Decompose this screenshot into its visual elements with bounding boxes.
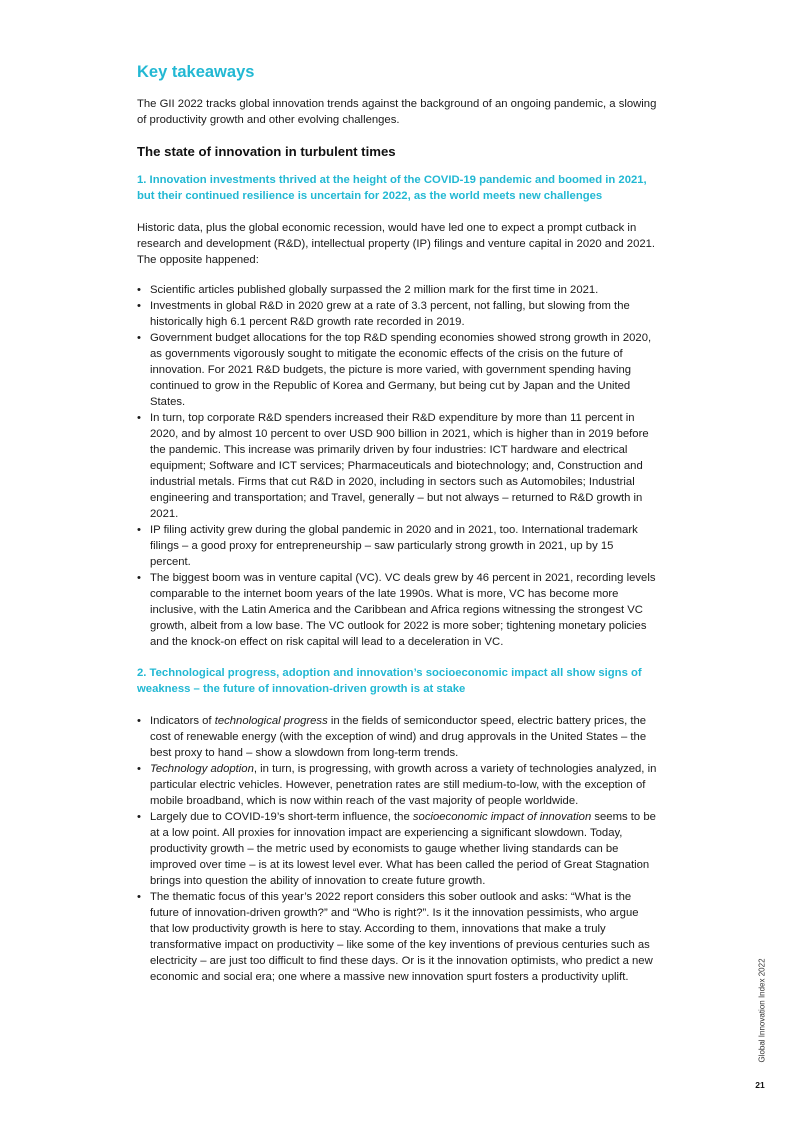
- page-title: Key takeaways: [137, 63, 255, 81]
- bullet-emphasis: technological progress: [214, 715, 328, 727]
- bullet-text: Indicators of: [150, 715, 215, 727]
- bullet-scientific-articles: • Scientific articles published globally surpassed the 2 million mark for the first time in 2021.: [137, 282, 657, 298]
- bullet-text: Largely due to COVID-19’s short-term influence, the: [150, 811, 413, 823]
- bullet-global-rd: • Investments in global R&D in 2020 grew at a rate of 3.3 percent, not falling, but slowing from the historically high 6.1 percent R&D growth rate recorded in 2019.: [137, 298, 657, 330]
- page-content: [137, 63, 657, 1000]
- running-header: [755, 950, 769, 1070]
- bullet-emphasis: socioeconomic impact of innovation: [412, 811, 592, 823]
- point-1-lead: Historic data, plus the global economic recession, would have led one to expect a prompt cutback in research and development (R&D), intellectual property (IP) filings and venture capital in 2020 and 2021. The opposite happened:: [137, 222, 656, 266]
- bullet-technology-adoption: [137, 761, 657, 809]
- bullet-government-budget: • Government budget allocations for the top R&D spending economies showed strong growth in 2020, as governments vigorously sought to mitigate the economic effects of the crisis on the future of innovation. For 2021 R&D budgets, the picture is more varied, with government spending having continued to grow in the Republic of Korea and Germany, but being cut by Japan and the United States.: [137, 330, 657, 410]
- section-heading: The state of innovation in turbulent times: [137, 144, 396, 159]
- bullet-socioeconomic-impact: [137, 809, 657, 889]
- point-2-heading: 2. Technological progress, adoption and innovation’s socioeconomic impact all show signs of weakness – the future of innovation-driven growth is at stake: [137, 667, 642, 695]
- bullet-text: , in turn, is progressing, with growth across a variety of technologies analyzed, in particular electric vehicles. However, penetration rates are still medium-to-low, with the exception of mobile broadband, which is now within reach of the vast majority of people worldwide.: [150, 763, 657, 807]
- bullet-venture-capital: • The biggest boom was in venture capital (VC). VC deals grew by 46 percent in 2021, recording levels comparable to the internet boom years of the late 1990s. What is more, VC has become more inclusive, with the Latin America and the Caribbean and Africa regions witnessing the strongest VC growth, albeit from a low base. The VC outlook for 2022 is more sober; tightening monetary policies and the knock-on effect on risk capital will lead to a deceleration in VC.: [137, 570, 657, 650]
- bullet-text: seems to be at a low point. All proxies for innovation impact are experiencing a significant slowdown. Today, productivity growth – the metric used by economists to gauge whether living standards can be improved over time – is at its lowest level ever. What has been called the period of Great Stagnation brings into question the ability of innovation to create future growth.: [150, 811, 656, 887]
- bullet-ip-filing: • IP filing activity grew during the global pandemic in 2020 and in 2021, too. International trademark filings – a good proxy for entrepreneurship – saw particularly strong growth in 2021, up by 15 percent.: [137, 522, 657, 570]
- intro-paragraph: The GII 2022 tracks global innovation trends against the background of an ongoing pandemic, a slowing of productivity growth and other evolving challenges.: [137, 98, 657, 126]
- page-number: 21: [755, 1080, 765, 1090]
- bullet-thematic-focus: • The thematic focus of this year’s 2022 report considers this sober outlook and asks: “What is the future of innovation-driven growth?” and “Who is right?”. Is it the innovation pessimists, who argue that low productivity growth is here to stay. According to them, innovations that make a truly transformative impact on productivity – like some of the key inventions of previous centuries such as electricity – are just too difficult to find these days. Or is it the innovation optimists, who predict a new economic and social era; one where a massive new innovation spurt fosters a productivity uplift.: [137, 889, 657, 985]
- point-1-bullet-list: [137, 282, 657, 650]
- point-1-heading: 1. Innovation investments thrived at the height of the COVID-19 pandemic and boomed in 2021, but their continued resilience is uncertain for 2022, as the world meets new challenges: [137, 174, 647, 202]
- bullet-text: in the fields of semiconductor speed, electric battery prices, the cost of renewable energy (with the exception of wind) and drug approvals in the United States – the best proxy to hand – show a slowdown from long-term trends.: [150, 715, 647, 759]
- running-header-text: Global Innovation Index 2022: [757, 958, 767, 1063]
- bullet-emphasis: Technology adoption: [150, 763, 254, 775]
- point-2-bullet-list: [137, 713, 657, 985]
- bullet-corporate-rd: • In turn, top corporate R&D spenders increased their R&D expenditure by more than 11 percent in 2020, and by almost 10 percent to over USD 900 billion in 2021, which is higher than in 2019 before the pandemic. This increase was primarily driven by four industries: ICT hardware and electrical equipment; Software and ICT services; Pharmaceuticals and biotechnology; and, Construction and industrial metals. Firms that cut R&D in 2020, including in sectors such as Automobiles; Industrial engineering and transportation; and Travel, generally – but not always – returned to R&D growth in 2021.: [137, 410, 657, 522]
- bullet-technological-progress: [137, 713, 657, 761]
